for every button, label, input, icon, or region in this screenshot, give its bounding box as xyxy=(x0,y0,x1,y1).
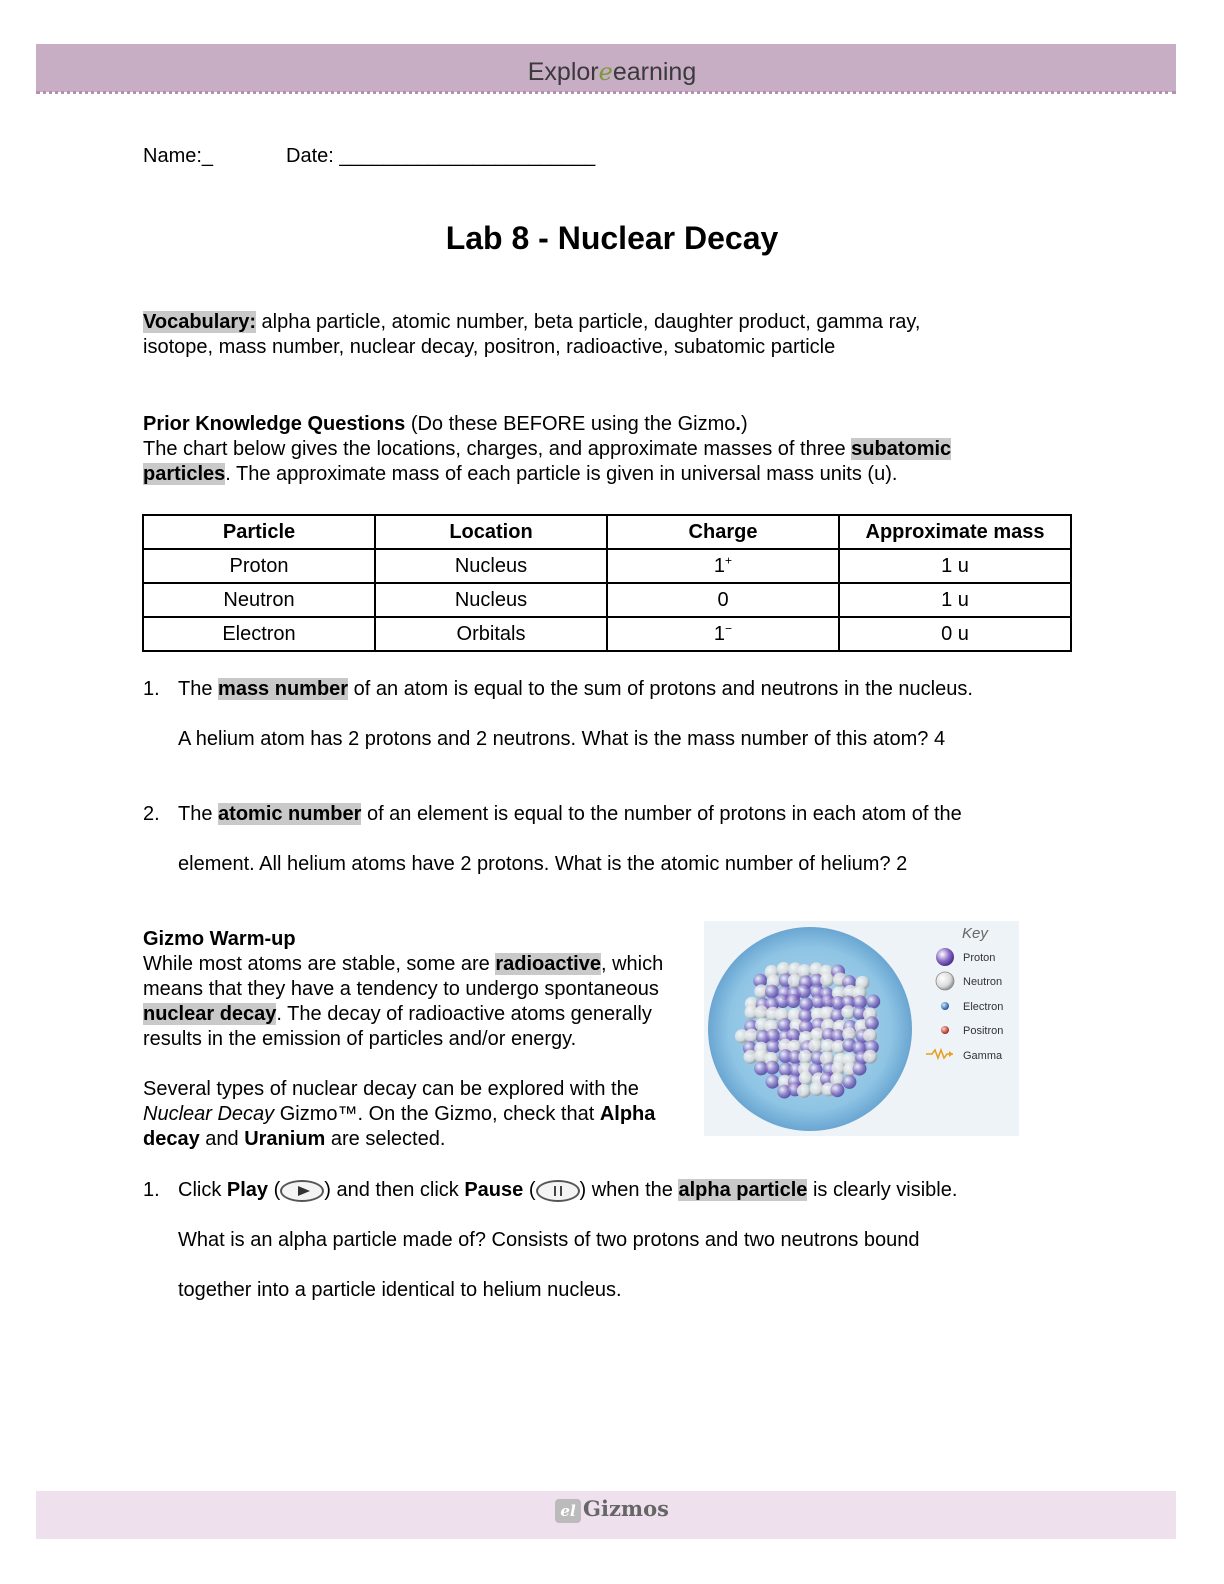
neutron-ball xyxy=(808,1039,822,1053)
positron-icon xyxy=(941,1026,949,1034)
proton-ball xyxy=(866,995,880,1009)
table-cell: 1+ xyxy=(607,549,839,583)
table-header: Approximate mass xyxy=(839,515,1071,549)
logo-e-mark: e xyxy=(598,58,613,86)
warmup-question-1-answer-line-2: together into a particle identical to helium nucleus. xyxy=(178,1279,622,1301)
proton-ball xyxy=(865,1016,879,1030)
warmup-line-7: decay and Uranium are selected. xyxy=(143,1128,446,1150)
electron-icon xyxy=(941,1002,949,1010)
question-2-number: 2. xyxy=(143,803,160,825)
warmup-line-4: results in the emission of particles and/or energy. xyxy=(143,1028,577,1050)
proton-ball xyxy=(766,1075,780,1089)
pause-button-icon xyxy=(536,1180,580,1202)
neutron-ball xyxy=(799,1071,813,1085)
table-cell: 1 u xyxy=(839,549,1071,583)
prior-knowledge-heading: Prior Knowledge Questions (Do these BEFORE using the Gizmo.) xyxy=(143,413,748,435)
proton-ball xyxy=(765,985,779,999)
table-cell: 1 u xyxy=(839,583,1071,617)
nucleus-figure xyxy=(704,921,1019,1136)
key-positron-label: Positron xyxy=(963,1025,1004,1037)
warmup-question-1-text: Click Play ( ) and then click Pause ( ) when the alpha particle is clearly visible. xyxy=(178,1179,958,1201)
table-cell: 1− xyxy=(607,617,839,651)
warmup-line-6: Nuclear Decay Gizmo™. On the Gizmo, check that Alpha xyxy=(143,1103,656,1125)
question-1-text: The mass number of an atom is equal to the sum of protons and neutrons in the nucleus. xyxy=(178,678,973,700)
question-1-answer: A helium atom has 2 protons and 2 neutrons. What is the mass number of this atom? 4 xyxy=(178,728,946,750)
warmup-line-5: Several types of nuclear decay can be explored with the xyxy=(143,1078,639,1100)
proton-ball xyxy=(765,1061,779,1075)
table-cell: Nucleus xyxy=(375,549,607,583)
key-title: Key xyxy=(962,925,988,942)
table-header: Charge xyxy=(607,515,839,549)
proton-ball xyxy=(853,1062,867,1076)
gamma-icon xyxy=(926,1050,953,1058)
date-label: Date: _______________________ xyxy=(286,145,596,167)
key-neutron-label: Neutron xyxy=(963,976,1003,988)
vocabulary-line-1: Vocabulary: alpha particle, atomic number, beta particle, daughter product, gamma ray, xyxy=(143,311,921,333)
key-gamma-label: Gamma xyxy=(963,1050,1003,1062)
warmup-line-1: While most atoms are stable, some are radioactive, which xyxy=(143,953,664,975)
question-2-text: The atomic number of an element is equal to the number of protons in each atom of the xyxy=(178,803,962,825)
vocabulary-label: Vocabulary: xyxy=(143,311,256,333)
warmup-line-2: means that they have a tendency to undergo spontaneous xyxy=(143,978,659,1000)
prior-line-1: The chart below gives the locations, charges, and approximate masses of three subatomic xyxy=(143,438,952,460)
explorelearning-logo: Exploreearning xyxy=(527,58,697,86)
gizmos-logo-mark: el xyxy=(555,1499,581,1523)
question-1-number: 1. xyxy=(143,678,160,700)
proton-ball xyxy=(797,984,811,998)
warmup-line-3: nuclear decay. The decay of radioactive atoms generally xyxy=(143,1003,652,1025)
warmup-heading: Gizmo Warm-up xyxy=(143,928,296,950)
neutron-ball xyxy=(820,973,834,987)
table-header: Particle xyxy=(143,515,375,549)
table-cell: 0 xyxy=(607,583,839,617)
table-row xyxy=(143,549,1071,583)
proton-ball xyxy=(842,1075,856,1089)
table-cell: Orbitals xyxy=(375,617,607,651)
proton-ball xyxy=(830,1083,844,1097)
neutron-ball xyxy=(797,1084,811,1098)
table-cell: Neutron xyxy=(143,583,375,617)
prior-line-2: particles. The approximate mass of each particle is given in universal mass units (u). xyxy=(143,463,898,485)
play-button-icon xyxy=(280,1180,324,1202)
vocabulary-line-2: isotope, mass number, nuclear decay, positron, radioactive, subatomic particle xyxy=(143,336,836,358)
warmup-question-1-number: 1. xyxy=(143,1179,160,1201)
table-row xyxy=(143,583,1071,617)
neutron-icon xyxy=(936,972,954,990)
table-header-row xyxy=(143,515,1071,549)
page-title: Lab 8 - Nuclear Decay xyxy=(445,220,779,256)
table-cell: Proton xyxy=(143,549,375,583)
neutron-ball xyxy=(863,1050,877,1064)
proton-ball xyxy=(766,1040,780,1054)
nucleus-illustration xyxy=(704,921,1019,1136)
proton-ball xyxy=(786,994,800,1008)
table-cell: Nucleus xyxy=(375,583,607,617)
name-label: Name:_ xyxy=(143,145,214,167)
gizmos-logo: el Gizmos xyxy=(0,1496,1224,1523)
table-cell: 0 u xyxy=(839,617,1071,651)
table-header: Location xyxy=(375,515,607,549)
warmup-question-1-answer-line-1: What is an alpha particle made of? Consists of two protons and two neutrons bound xyxy=(178,1229,920,1251)
subatomic-particles-table xyxy=(142,514,1072,652)
table-row xyxy=(143,617,1071,651)
table-cell: Electron xyxy=(143,617,375,651)
question-2-answer: element. All helium atoms have 2 protons. What is the atomic number of helium? 2 xyxy=(178,853,908,875)
proton-icon xyxy=(936,948,954,966)
key-proton-label: Proton xyxy=(963,952,996,964)
key-electron-label: Electron xyxy=(963,1001,1004,1013)
neutron-ball xyxy=(798,1050,812,1064)
